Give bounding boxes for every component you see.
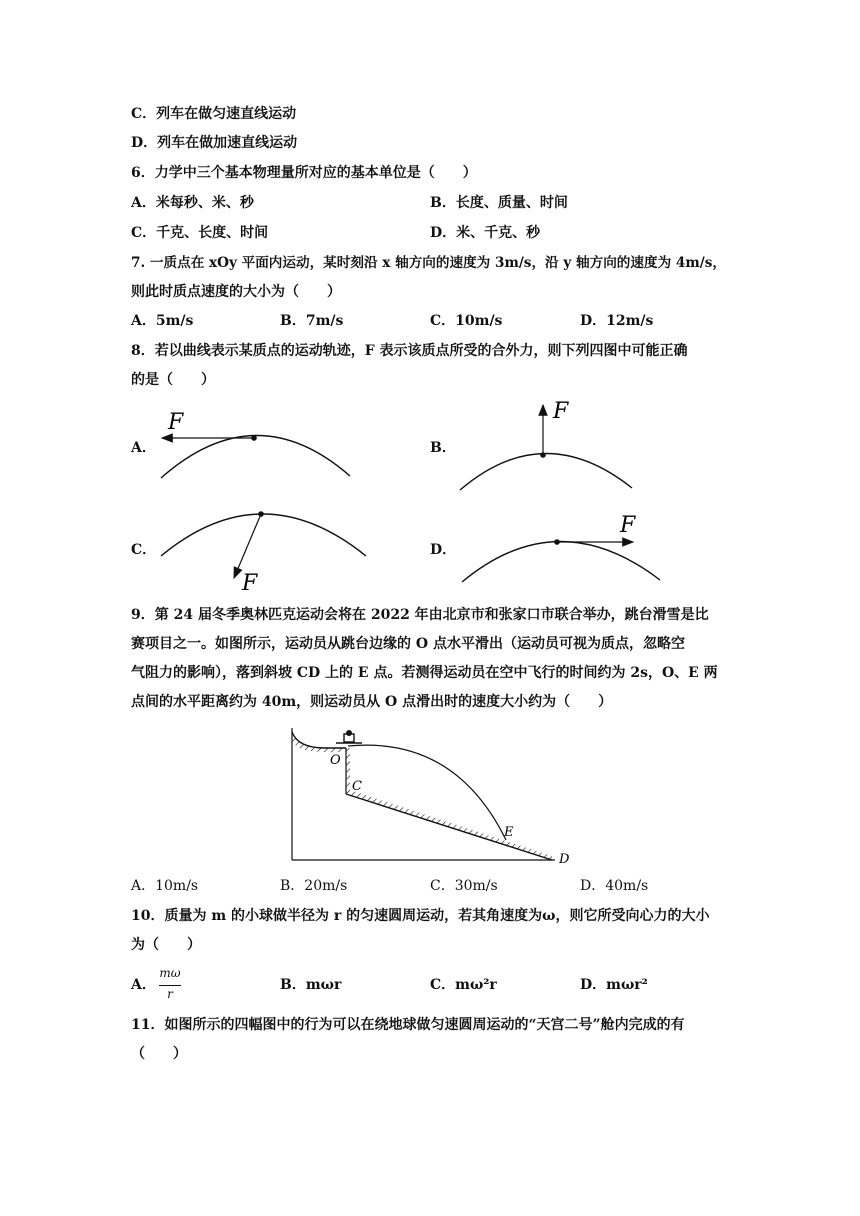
q10-option-a-numerator: mω — [159, 966, 181, 980]
q10-option-b: B．mωr — [280, 977, 342, 993]
question-11-stem-line2: （ ） — [131, 1046, 187, 1062]
q9-option-c: C．30m/s — [430, 878, 498, 894]
q10-option-d: D．mωr² — [580, 977, 648, 993]
q10-option-a-denominator: r — [167, 987, 173, 1001]
diagram-a — [161, 410, 350, 478]
q6-option-a: A．米每秒、米、秒 — [131, 195, 254, 211]
question-7-stem-line1: 7. 一质点在 xOy 平面内运动，某时刻沿 x 轴方向的速度为 3m/s，沿 y 轴方向的速度为 4m/s， — [131, 255, 726, 271]
question-9-stem-line3: 气阻力的影响），落到斜坡 CD 上的 E 点。若测得运动员在空中飞行的时间约为 2s，O、E 两 — [131, 665, 718, 681]
q8-diagrams — [0, 0, 860, 600]
option-c-line: C．列车在做匀速直线运动 — [131, 106, 297, 122]
q8-option-d-label: D． — [430, 542, 457, 558]
q6-option-d: D．米、千克、秒 — [430, 225, 541, 241]
force-label-b: F — [553, 399, 569, 424]
q6-option-c: C．千克、长度、时间 — [131, 225, 269, 241]
question-9-stem-line2: 赛项目之一。如图所示，运动员从跳台边缘的 O 点水平滑出（运动员可视为质点，忽略空 — [131, 636, 685, 652]
question-8-stem-line1: 8．若以曲线表示某质点的运动轨迹，F 表示该质点所受的合外力，则下列四图中可能正确 — [131, 343, 688, 359]
q7-option-d: D．12m/s — [580, 313, 654, 329]
question-10-stem-line2: 为（ ） — [131, 937, 201, 953]
question-8-stem-line2: 的是（ ） — [131, 372, 215, 388]
diagram-d — [462, 513, 660, 582]
q9-option-b: B．20m/s — [280, 878, 348, 894]
q7-option-a: A．5m/s — [131, 313, 194, 329]
q9-option-a: A．10m/s — [131, 878, 199, 894]
q10-option-c: C．mω²r — [430, 977, 497, 993]
question-7-stem-line2: 则此时质点速度的大小为（ ） — [131, 284, 341, 300]
q9-option-d: D．40m/s — [580, 878, 649, 894]
skier-icon — [336, 730, 362, 743]
question-6-stem: 6．力学中三个基本物理量所对应的基本单位是（ ） — [131, 165, 477, 181]
point-o-label: O — [330, 753, 341, 768]
fraction-bar — [159, 985, 181, 986]
q7-option-b: B．7m/s — [280, 313, 344, 329]
force-label-d: F — [620, 513, 636, 538]
question-11-stem-line1: 11．如图所示的四幅图中的行为可以在绕地球做匀速圆周运动的“天宫二号”舱内完成的有 — [131, 1017, 685, 1033]
q8-option-b-label: B． — [430, 440, 456, 456]
force-label-a: F — [168, 410, 184, 435]
point-e-label: E — [504, 825, 514, 840]
question-10-stem-line1: 10．质量为 m 的小球做半径为 r 的匀速圆周运动，若其角速度为ω，则它所受向心力的大小 — [131, 908, 710, 924]
force-label-c: F — [242, 571, 258, 596]
diagram-b — [460, 399, 632, 490]
point-d-label: D — [559, 852, 570, 867]
q7-option-c: C．10m/s — [430, 313, 503, 329]
q8-option-a-label: A． — [131, 440, 156, 456]
q6-option-b: B．长度、质量、时间 — [430, 195, 568, 211]
q8-option-c-label: C． — [131, 542, 157, 558]
question-9-stem-line4: 点间的水平距离约为 40m，则运动员从 O 点滑出时的速度大小约为（ ） — [131, 694, 613, 710]
q10-option-a-label: A． — [131, 977, 156, 993]
diagram-c — [161, 511, 366, 596]
ski-jump-figure — [280, 718, 580, 868]
point-c-label: C — [352, 779, 362, 794]
option-d-line: D．列车在做加速直线运动 — [131, 135, 298, 151]
question-9-stem-line1: 9．第 24 届冬季奥林匹克运动会将在 2022 年由北京市和张家口市联合举办，跳台滑雪是比 — [131, 607, 709, 623]
